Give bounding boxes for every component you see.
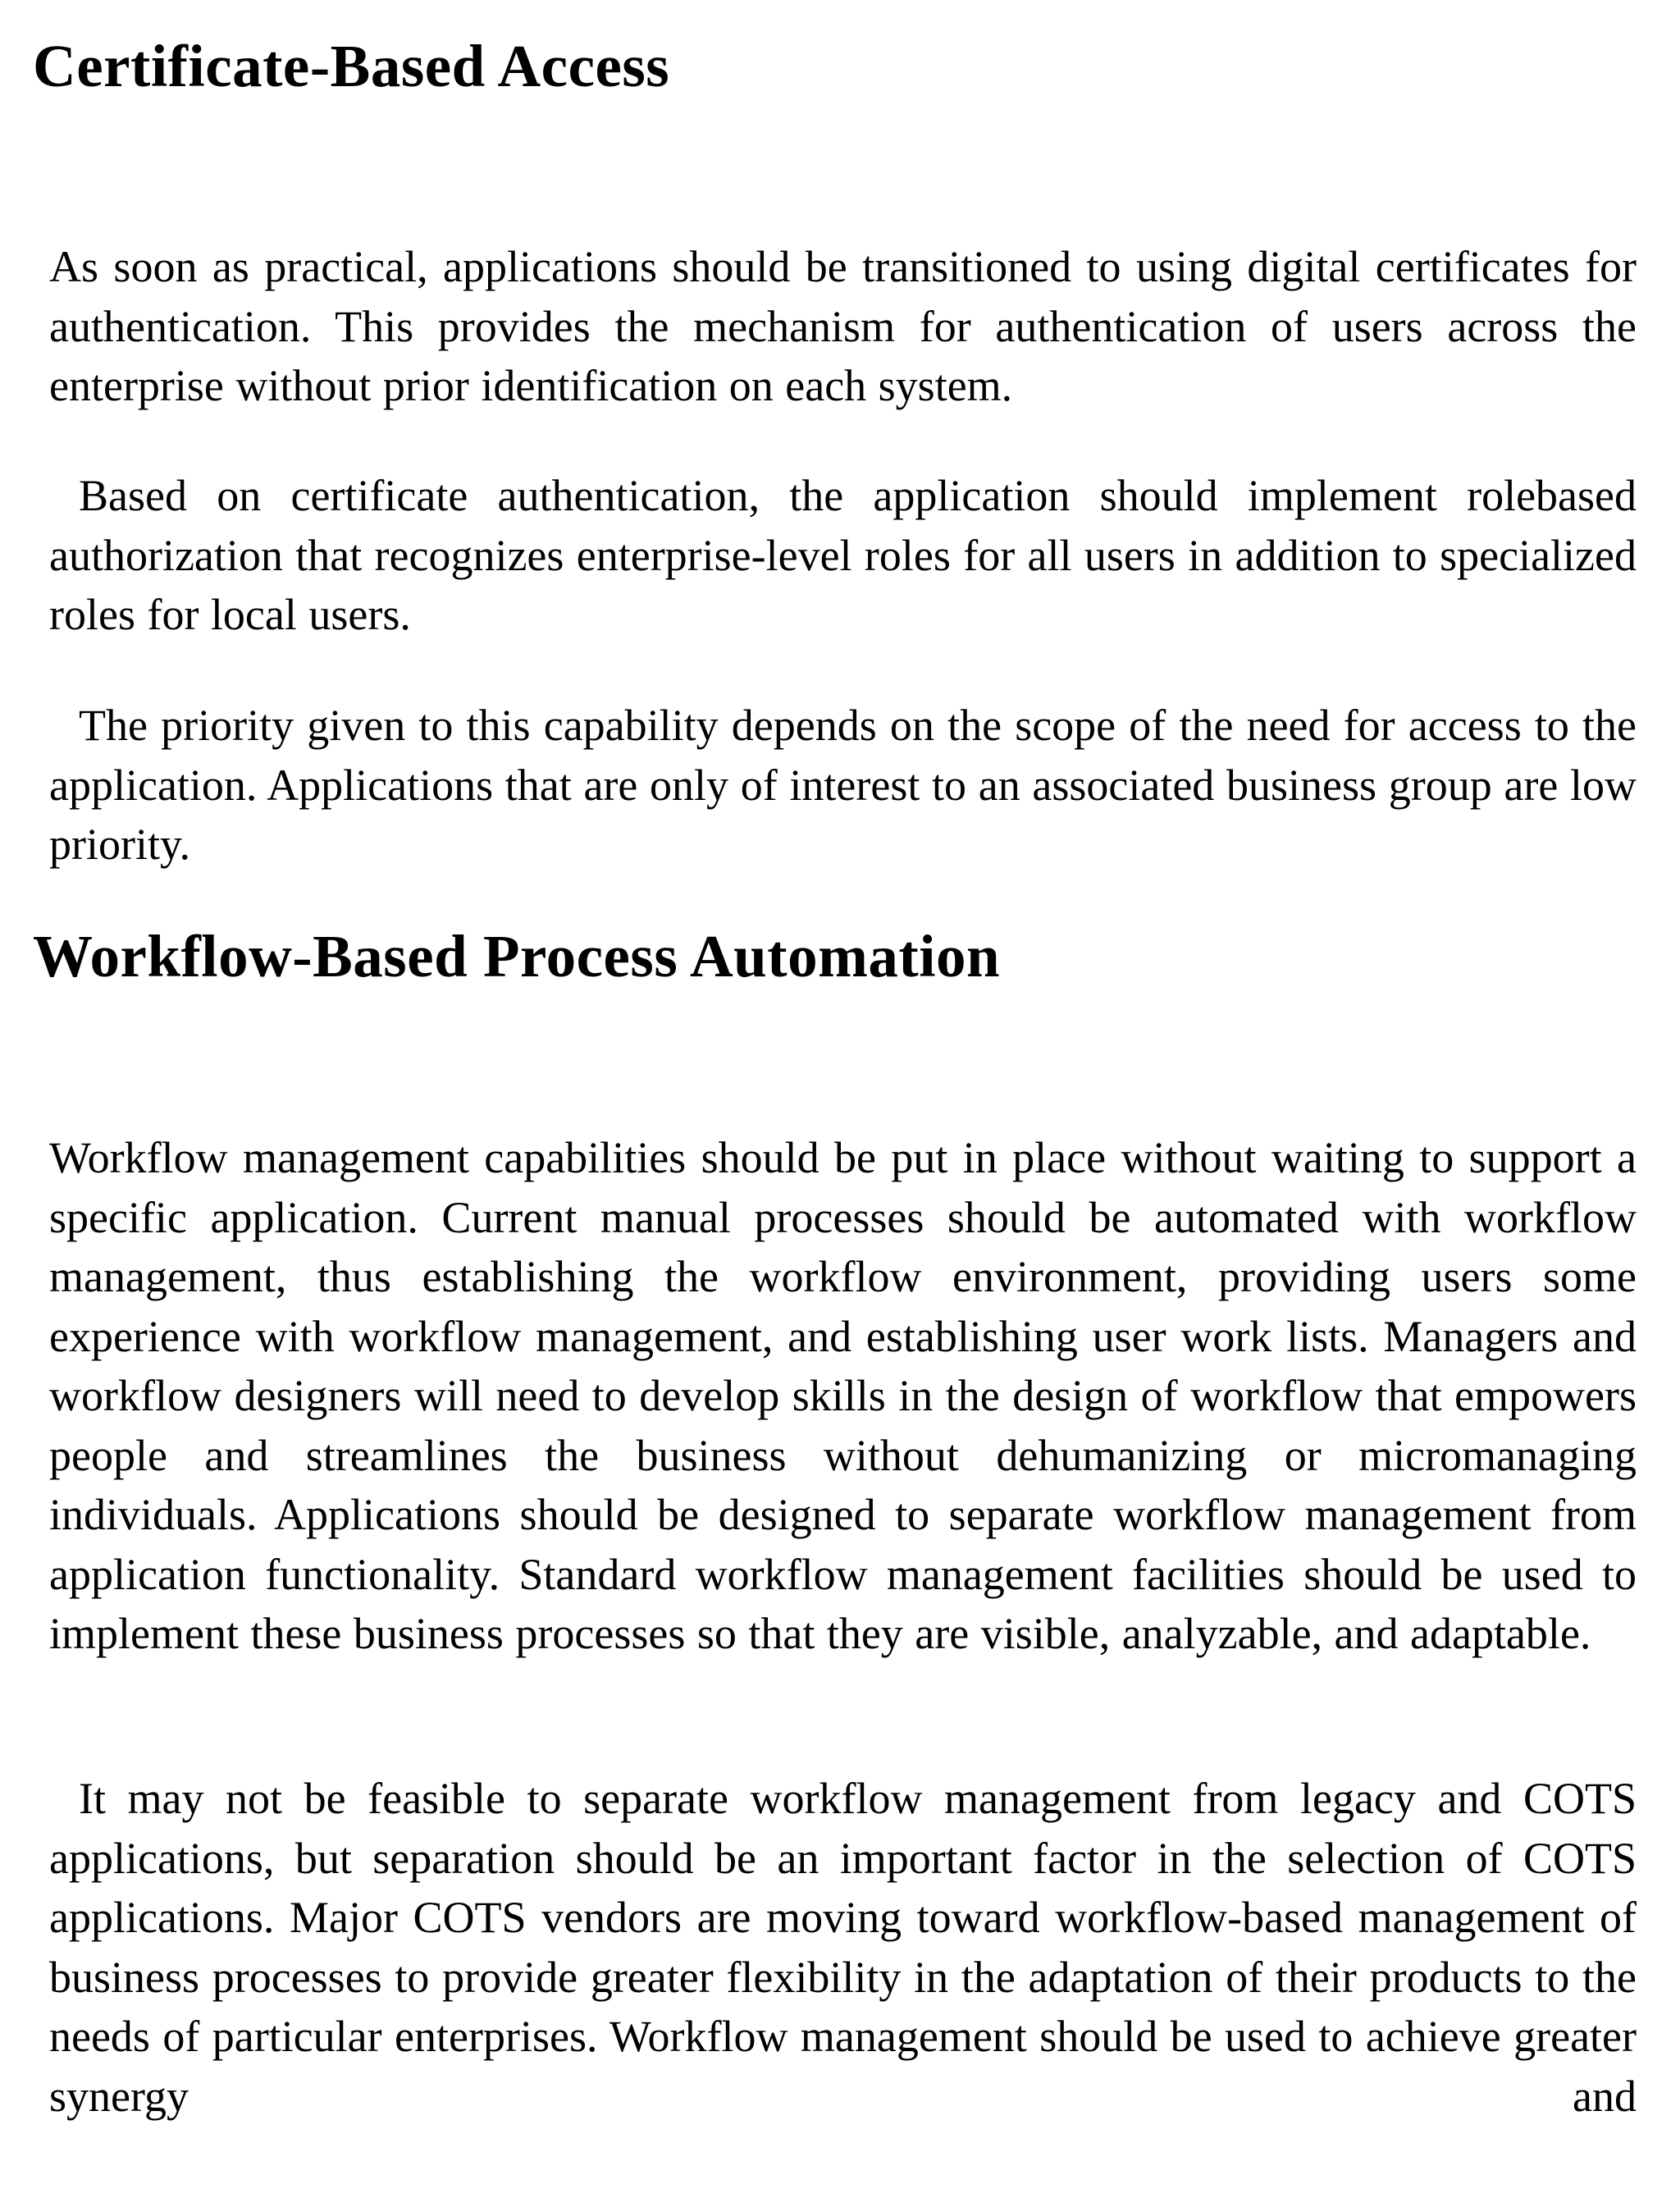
paragraph-priority: The priority given to this capability depends on the scope of the need for access to the application. Applications that are only of interest to an associated business group are low priority. <box>49 701 1637 869</box>
section-heading-workflow-based-process-automation: Workflow-Based Process Automation <box>33 923 1001 989</box>
paragraph-workflow-management-capabilities: Workflow management capabilities should be put in place without waiting to support a specific application. Current manual processes should be automated with workflow management, thus establishing the workflow environment, providing users some experience with workflow management, and establishing user work lists. Managers and workflow designers will need to develop skills in the design of workflow that empowers people and streamlines the business without dehumanizing or micromanaging individuals. Applications should be designed to separate workflow management from application functionality. Standard workflow management facilities should be used to implement these business processes so that they are visible, analyzable, and adaptable. <box>49 1133 1637 1658</box>
paragraph-cots-applications: It may not be feasible to separate workflow management from legacy and COTS applications, but separation should be an important factor in the selection of COTS applications. Major COTS vendors are moving toward workflow-based management of business processes to provide greater flexibility in the adaptation of their products to the needs of particular enterprises. Workflow management should be used to achieve greater synergy and <box>49 1774 1637 2121</box>
paragraph-digital-certificates: As soon as practical, applications should be transitioned to using digital certificates for authentication. This provides the mechanism for authentication of users across the enterprise without prior identification on each system. <box>49 242 1637 410</box>
section-heading-certificate-based-access: Certificate-Based Access <box>33 33 670 99</box>
paragraph-role-based-authorization: Based on certificate authentication, the application should implement rolebased authorization that recognizes enterprise-level roles for all users in addition to specialized roles for local users. <box>49 471 1637 639</box>
